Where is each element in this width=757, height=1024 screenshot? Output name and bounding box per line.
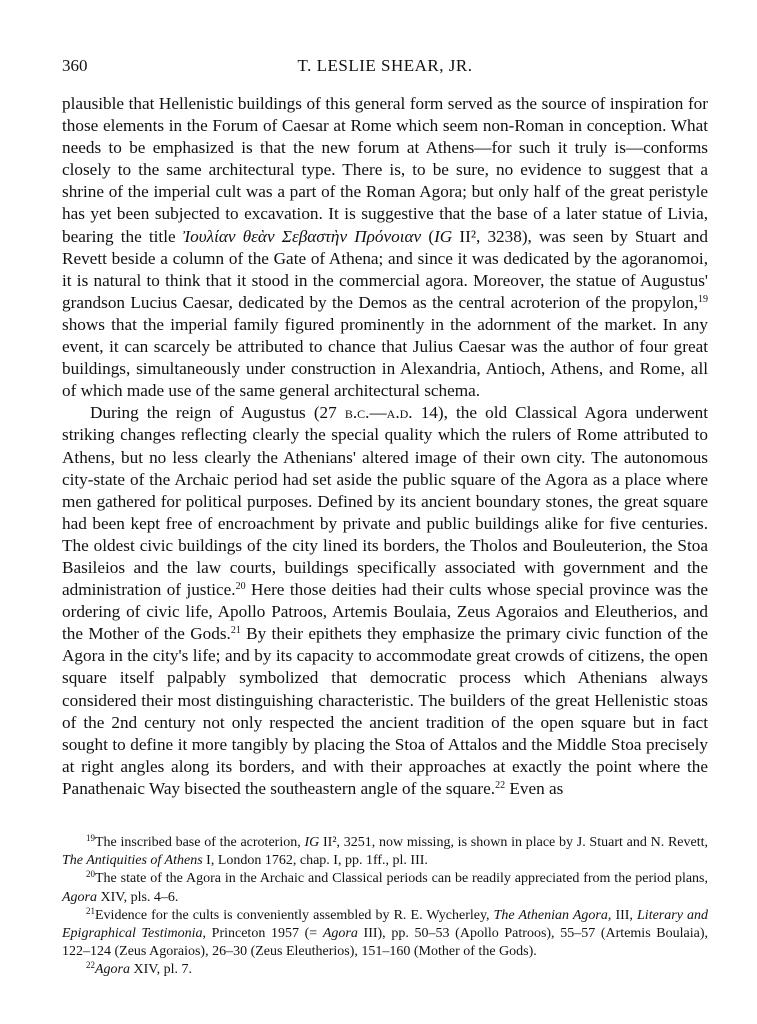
text-span: III), pp. 50–53 (Apollo Patroos), 55–57 (Artemis Boulaia), 122–124 (Zeus Agoraios), 26–30 (Zeus Eleutherios), 151–160 (Mother of the Gods). (62, 926, 709, 960)
footnote-ref-21: 21 (230, 625, 241, 637)
text-span: XIV, pl. 7. (130, 962, 192, 978)
text-span: II², 3238), was seen by Stuart and Revett beside a column of the Gate of Athena; and since it was dedicated by the agoranomoi, it is natural to think that it stood in the commercial agora. Moreover, the statue of Augustus' grandson Lucius Caesar, dedicated by the Demos as the central acroterion of the propylon, (62, 226, 709, 312)
footnote-19 (62, 834, 708, 870)
page-number: 360 (62, 56, 88, 75)
text-span: The state of the Agora in the Archaic and Classical periods can be readily appreciated from the period plans, (95, 871, 708, 887)
era-abbrev: b.c. (344, 403, 370, 423)
footnote-number: 19 (86, 833, 95, 843)
text-span: plausible that Hellenistic buildings of this general form served as the source of inspiration for those elements in the Forum of Caesar at Rome which seem non-Roman in conception. What needs to be emphasized is that the new forum at Athens—for such it truly is—conforms closely to the same architectural type. There is, to be sure, no evidence to suggest that a shrine of the imperial cult was a part of the Roman Agora; but only half of the great peristyle has yet been subjected to excavation. It is suggestive that the base of a later statue of Livia, bearing the title (62, 94, 708, 246)
footnote-number: 21 (86, 905, 95, 916)
footnote-ref-20: 20 (235, 581, 246, 593)
text-span: The inscribed base of the acroterion, (95, 835, 305, 850)
text-span: By their epithets they emphasize the primary civic function of the Agora in the city's life; and by its capacity to accommodate great crowds of citizens, the open square itself palpably symbolized that democratic process which Athenians always considered their most distinguishing characteristic. The builders of the great Hellenistic stoas of the 2nd century not only respected the ancient tradition of the open square but in fact sought to define it more tangibly by placing the Stoa of Attalos and the Middle Stoa precisely at right angles along its borders, and with their approaches at exactly the point where the Panathenaic Way bisected the southeastern angle of the square. (62, 624, 708, 798)
paragraph-1 (62, 93, 708, 402)
text-span: , III, (607, 907, 638, 923)
era-abbrev: a.d. (386, 403, 413, 423)
footnote-number: 20 (86, 869, 95, 880)
citation-italic: IG (304, 835, 320, 850)
text-span: , Princeton 1957 (= (202, 926, 323, 942)
book-title: The Athenian Agora (493, 907, 608, 923)
text-span: Here those deities had their cults whose special province was the ordering of civic life, Apollo Patroos, Artemis Boulaia, Zeus Agoraios and Eleutherios, and the Mother of the Gods. (62, 580, 708, 644)
text-span: I, London 1762, chap. I, pp. 1ff., pl. III. (202, 853, 428, 869)
main-text (62, 93, 708, 800)
book-title: Literary and Epigraphical Testimonia (62, 907, 708, 942)
book-title: Agora (95, 962, 130, 978)
footnotes (62, 834, 708, 980)
text-span: Evidence for the cults is conveniently assembled by R. E. Wycherley, (95, 907, 494, 923)
footnote-ref-22: 22 (495, 779, 506, 791)
text-span: II², 3251, now missing, is shown in place by J. Stuart and N. Revett, (319, 835, 708, 850)
running-head: T. LESLIE SHEAR, JR. (297, 56, 473, 75)
footnote-21 (62, 907, 708, 962)
book-title: The Antiquities of Athens (62, 853, 203, 869)
citation-italic: IG (434, 226, 453, 246)
text-span: — (369, 403, 387, 423)
footnote-20 (62, 870, 708, 906)
text-span: 14), the old Classical Agora underwent striking changes reflecting clearly the special quality which the rulers of Rome attributed to Athens, but no less clearly the Athenians' altered image of their own city. The autonomous city-state of the Archaic period had set aside the public square of the Agora as a place where men gathered for political purposes. Defined by its ancient boundary stones, the great square had been kept free of encroachment by private and public buildings alike for five centuries. The oldest civic buildings of the city lined its borders, the Tholos and Bouleuterion, the Stoa Basileios and the law courts, buildings specifically associated with government and the administration of justice. (62, 403, 708, 600)
text-span: Even as (505, 778, 564, 798)
text-span: shows that the imperial family figured prominently in the adornment of the market. In any event, it can scarcely be attributed to chance that Julius Caesar was the author of four great buildings, simultaneously under construction in Alexandria, Antioch, Athens, and Rome, all of which made use of the same general architectural schema. (62, 314, 708, 401)
greek-title: Ἰουλίαν θεὰν Σεβαστὴν Πρόνοιαν (182, 226, 422, 246)
book-title: Agora (62, 889, 97, 905)
footnote-number: 22 (86, 960, 95, 971)
book-title: Agora (322, 926, 358, 942)
footnote-22 (62, 961, 708, 979)
text-span: ( (421, 226, 435, 246)
paragraph-2 (62, 402, 708, 800)
page-header (62, 56, 708, 80)
footnote-ref-19: 19 (698, 293, 708, 305)
text-span: XIV, pls. 4–6. (97, 889, 179, 905)
text-span: During the reign of Augustus (27 (90, 403, 345, 423)
